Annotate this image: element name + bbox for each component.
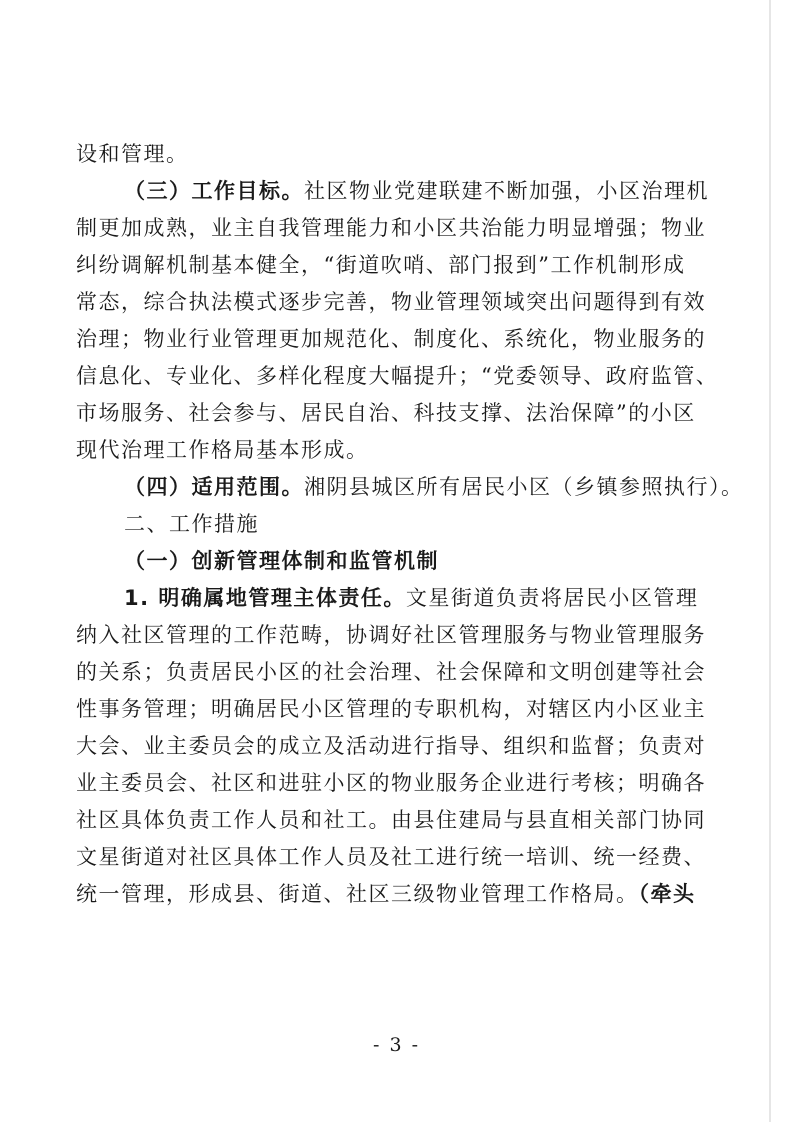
section-heading-goal: （三）工作目标。: [124, 179, 304, 203]
paragraph-line: 制更加成熟，业主自我管理能力和小区共治能力明显增强；物业: [76, 216, 706, 240]
paragraph-line: 文星街道对社区具体工作人员及社工进行统一培训、统一经费、: [76, 845, 706, 869]
section-title-measures: 二、工作措施: [124, 512, 259, 536]
paragraph-line: 常态，综合执法模式逐步完善，物业管理领域突出问题得到有效: [76, 290, 706, 314]
paragraph-line-responsibility-heading: [76, 580, 699, 617]
paragraph-line: 设和管理。: [76, 142, 189, 166]
paragraph-line: 的关系；负责居民小区的社会治理、社会保障和文明创建等社会: [76, 660, 706, 684]
paragraph-line: 治理；物业行业管理更加规范化、制度化、系统化，物业服务的: [76, 327, 706, 351]
paragraph-line-goal-heading: [76, 173, 709, 210]
page-number: - 3 -: [372, 1034, 420, 1056]
paragraph-line: 市场服务、社会参与、居民自治、科技支撑、法治保障”的小区: [76, 401, 696, 425]
paragraph-line: 纠纷调解机制基本健全，“街道吹哨、部门报到”工作机制形成: [76, 253, 686, 277]
subsection-title-management-system: （一）创新管理体制和监管机制: [124, 549, 439, 573]
paragraph-text: 文星街道负责将居民小区管理: [405, 586, 699, 610]
paragraph-line: 现代治理工作格局基本形成。: [76, 438, 369, 462]
paragraph-line-scope-heading: [76, 469, 744, 506]
paragraph-text: 湘阴县城区所有居民小区（乡镇参照执行）。: [304, 475, 744, 499]
paragraph-text: 统一管理，形成县、街道、社区三级物业管理工作格局。: [76, 882, 639, 906]
lead-department-note: （牵头: [638, 882, 696, 906]
item-heading-responsibility: 1. 明确属地管理主体责任。: [124, 586, 406, 610]
paragraph-line: 信息化、专业化、多样化程度大幅提升；“党委领导、政府监管、: [76, 364, 719, 388]
paragraph-line: 社区具体负责工作人员和社工。由县住建局与县直相关部门协同: [76, 808, 706, 832]
paragraph-line-last: [76, 876, 696, 913]
document-body: [76, 136, 744, 913]
paragraph-line: 纳入社区管理的工作范畴，协调好社区管理服务与物业管理服务: [76, 623, 706, 647]
paragraph-text: 社区物业党建联建不断加强，小区治理机: [304, 179, 709, 203]
paragraph-line: 大会、业主委员会的成立及活动进行指导、组织和监督；负责对: [76, 734, 706, 758]
paragraph-line: 业主委员会、社区和进驻小区的物业服务企业进行考核；明确各: [76, 771, 706, 795]
paragraph-line: 性事务管理；明确居民小区管理的专职机构，对辖区内小区业主: [76, 697, 706, 721]
section-heading-scope: （四）适用范围。: [124, 475, 304, 499]
scan-edge-line: [769, 0, 771, 1122]
